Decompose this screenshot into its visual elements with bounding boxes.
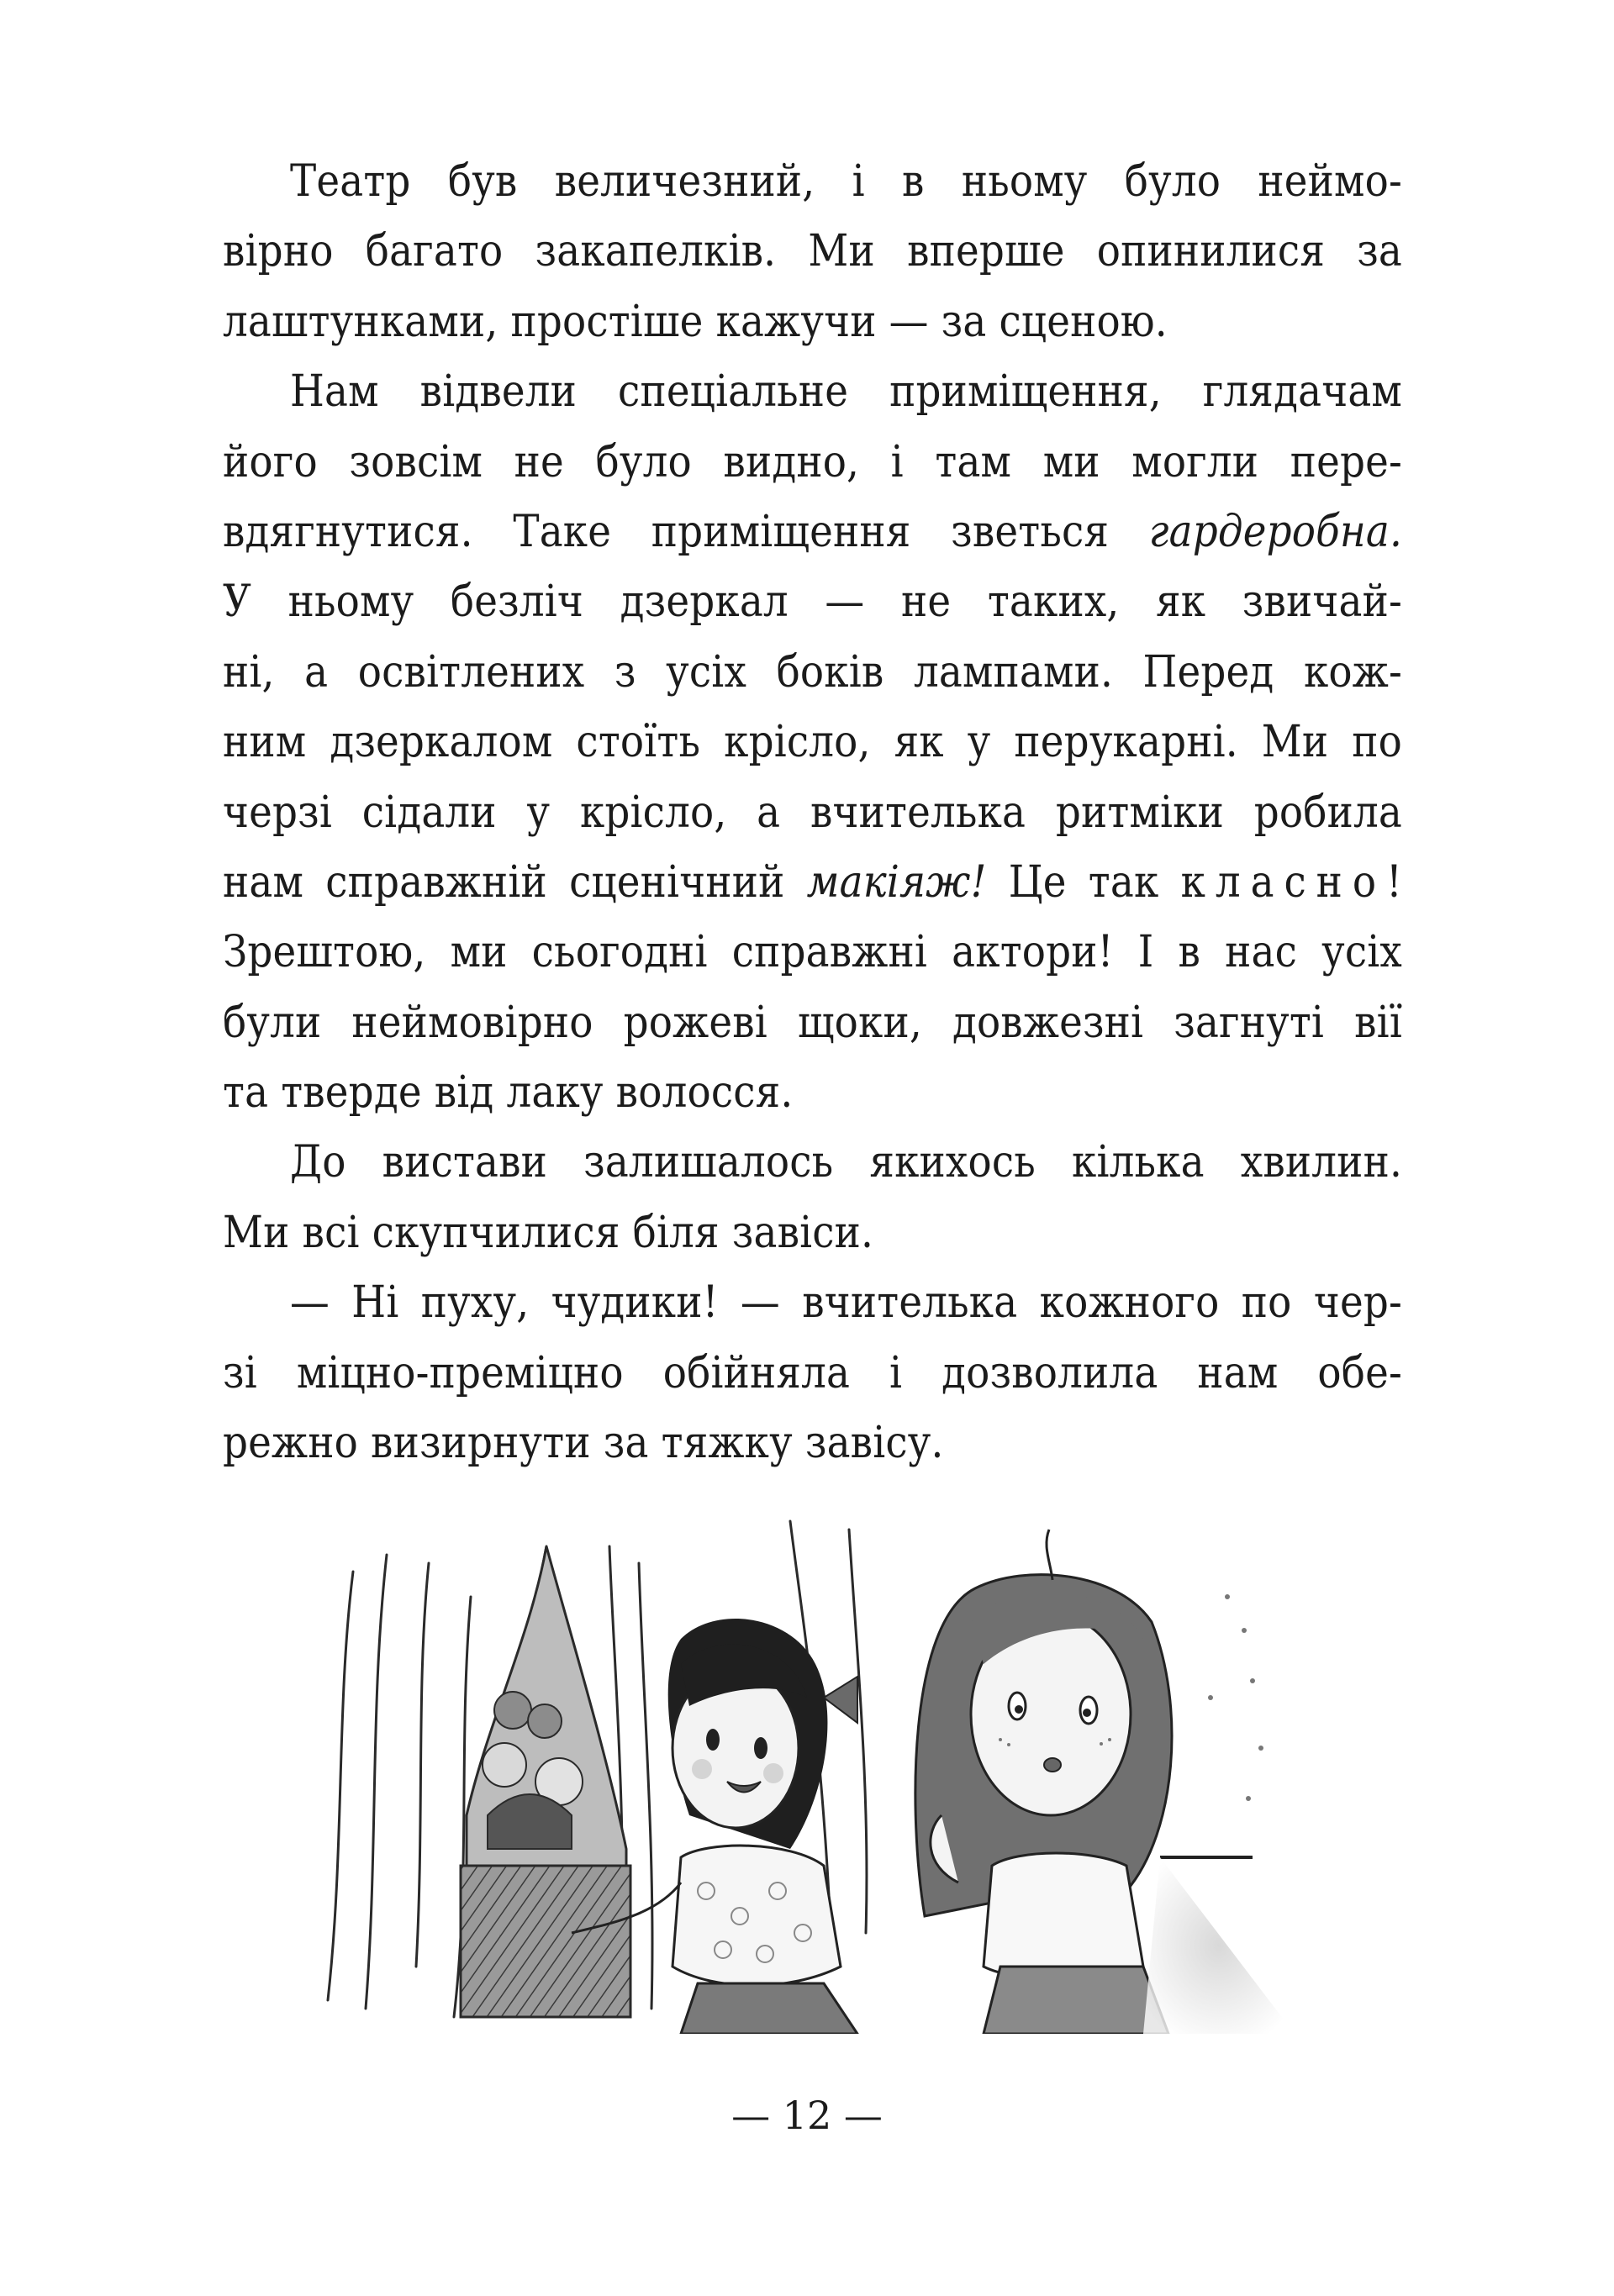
- girl-long-hair: [915, 1530, 1172, 2034]
- text-line: У ньому безліч дзеркал — не таких, як звичай-: [223, 577, 1402, 628]
- italic-term: макіяж!: [806, 856, 987, 908]
- italic-term: гардеробна.: [1148, 506, 1402, 557]
- illustration-backstage-girls: [319, 1496, 1412, 2034]
- text-segment: Це так: [986, 856, 1181, 908]
- paragraph: [223, 1268, 1402, 1478]
- text-line: лаштунками, простіше кажучи — за сценою.: [223, 296, 1168, 347]
- paragraph: [223, 357, 1402, 1128]
- text-line: ні, а освітлених з усіх боків лампами. Перед кож-: [223, 646, 1402, 698]
- text-segment: вдягнутися. Таке приміщення зветься: [223, 506, 1149, 557]
- theatre-box: [461, 1866, 630, 2017]
- text-line: До вистави залишалось якихось кілька хвилин.: [290, 1137, 1402, 1188]
- text-line: Ми всі скупчилися біля завіси.: [223, 1207, 874, 1258]
- text-segment: !: [1386, 856, 1402, 908]
- text-line: його зовсім не було видно, і там ми могли пере-: [223, 436, 1402, 487]
- text-line: — Ні пуху, чудики! — вчителька кожного по чер-: [290, 1277, 1402, 1329]
- text-line: Нам відвели спеціальне приміщення, глядачам: [290, 366, 1402, 418]
- paragraph: [223, 1128, 1402, 1268]
- text-line: ним дзеркалом стоїть крісло, як у перукарні. Ми по: [223, 717, 1402, 768]
- body-text: [223, 147, 1402, 1478]
- text-line: черзі сідали у крісло, а вчителька ритміки робила: [223, 787, 1402, 838]
- text-line: Зрештою, ми сьогодні справжні актори! І в нас усіх: [223, 927, 1402, 978]
- sparkles: [1208, 1594, 1263, 1801]
- text-line: [223, 848, 1402, 918]
- text-line: [223, 498, 1402, 567]
- text-line: Театр був величезний, і в ньому було неймо-: [290, 156, 1402, 207]
- text-line: та тверде від лаку волосся.: [223, 1067, 794, 1119]
- illustration-icon: [319, 1496, 1412, 2034]
- text-line: були неймовірно рожеві щоки, довжезні загнуті вії: [223, 997, 1402, 1048]
- text-segment: нам справжній сценічний: [223, 856, 807, 908]
- letterspaced-word: класно: [1180, 856, 1386, 908]
- page-number: — 12 —: [731, 2093, 883, 2138]
- paragraph: [223, 147, 1402, 357]
- text-line: режно визирнути за тяжку завісу.: [223, 1418, 944, 1469]
- text-line: зі міцно-преміцно обійняла і дозволила нам обе-: [223, 1347, 1402, 1398]
- text-line: вірно багато закапелків. Ми вперше опинилися за: [223, 226, 1402, 277]
